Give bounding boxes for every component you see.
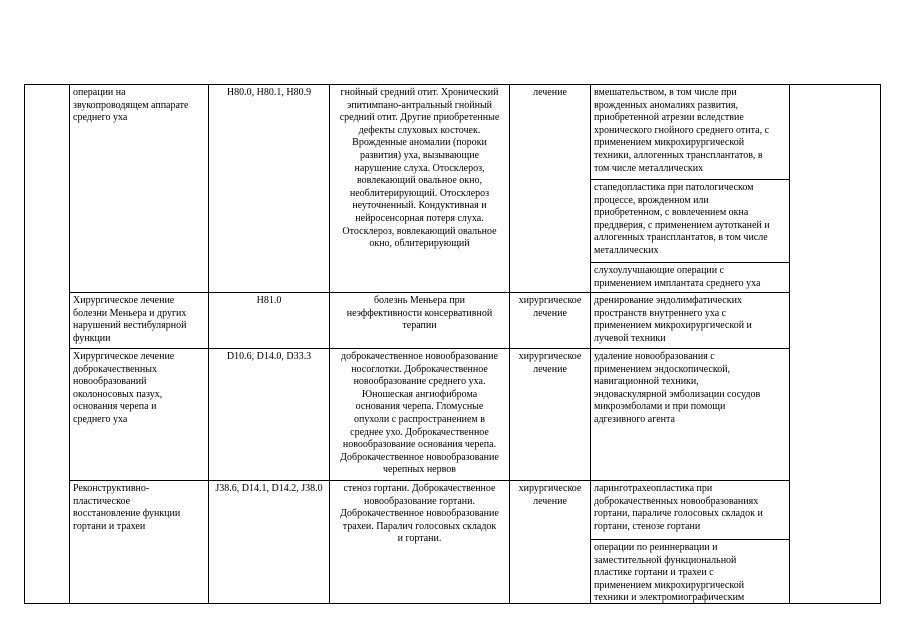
profile-name-cell: Хирургическое лечение доброкачественных новообразований околоносовых пазух, основания черепа и среднего уха (73, 351, 175, 425)
column-divider (509, 84, 510, 603)
icd-codes-cell: D10.6, D14.0, D33.3 (226, 351, 312, 362)
diagnosis-cell: болезнь Меньера при неэффективности консервативной терапии (346, 295, 493, 332)
row-divider (69, 348, 790, 349)
method-cell: ларинготрахеопластика при доброкачественных новообразованиях гортани, параличе голосовых складок и гортани, стенозе гортани (594, 483, 763, 532)
profile-name-cell: Хирургическое лечение болезни Меньера и других нарушений вестибулярной функции (73, 295, 187, 344)
column-divider (208, 84, 209, 603)
column-divider (590, 84, 591, 603)
method-divider (590, 262, 790, 263)
table-border-right (880, 84, 881, 603)
treatment-type-cell: хирургическое лечение (518, 295, 582, 319)
profile-name-cell: Реконструктивно- пластическое восстановление функции гортани и трахеи (73, 483, 181, 532)
diagnosis-cell: доброкачественное новообразование носоглотки. Доброкачественное новообразование среднего уха. Юношеская ангиофиброма основания черепа. Гломусные опухоли с распространением в среднее ухо. Доброкачественное новообразование основания черепа. Доброкачественное новообразование черепных нервов (340, 351, 499, 476)
method-cell: дренирование эндолимфатических пространств внутреннего уха с применением микрохирургической и лучевой техники (594, 295, 752, 344)
profile-name-cell: операции на звукопроводящем аппарате среднего уха (73, 87, 189, 124)
diagnosis-cell: гнойный средний отит. Хронический эпитимпано-антральный гнойный средний отит. Другие приобретенные дефекты слуховых косточек. Врожденные аномалии (пороки развития) уха, вызывающие нарушение слуха. Отосклероз, вовлекающий овальное окно, необлитерирующий. Отосклероз неуточненный. Кондуктивная и нейросенсорная потеря слуха. Отосклероз, вовлекающий овальное окно, облитерирующий (339, 87, 500, 250)
treatment-type-cell: хирургическое лечение (518, 483, 582, 507)
icd-codes-cell: H80.0, H80.1, H80.9 (226, 87, 312, 98)
table-border-bottom (24, 603, 881, 604)
row-divider (69, 292, 790, 293)
treatment-type-cell: хирургическое лечение (518, 351, 582, 375)
diagnosis-cell: стеноз гортани. Доброкачественное новообразование гортани. Доброкачественное новообразование трахеи. Паралич голосовых складок и гортани. (340, 483, 499, 545)
treatment-type-cell: лечение (533, 87, 567, 98)
method-cell: вмешательством, в том числе при врожденных аномалиях развития, приобретенной атрезии вследствие хронического гнойного среднего отита, с применением микрохирургической техники, аллогенных трансплантатов, в том числе металлических (594, 87, 770, 174)
method-cell: операции по реиннервации и заместительной функциональной пластике гортани и трахеи с применением микрохирургической техники и электромиографическим (594, 542, 745, 603)
method-cell: стапедопластика при патологическом процессе, врожденном или приобретенном, с вовлечением окна преддверия, с применением аутотканей и аллогенных трансплантатов, в том числе металлических (594, 182, 770, 256)
method-divider (590, 539, 790, 540)
column-divider (69, 84, 70, 603)
table-border-top (24, 84, 881, 85)
table-border-left (24, 84, 25, 603)
method-divider (590, 179, 790, 180)
column-divider (329, 84, 330, 603)
row-divider (69, 480, 790, 481)
icd-codes-cell: J38.6, D14.1, D14.2, J38.0 (215, 483, 323, 494)
method-cell: слухоулучшающие операции с применением имплантата среднего уха (594, 265, 761, 289)
method-cell: удаление новообразования с применением эндоскопической, навигационной техники, эндоваскулярной эмболизации сосудов микроэмболами и при помощи адгезивного агента (594, 351, 761, 425)
icd-codes-cell: H81.0 (256, 295, 282, 306)
column-divider (789, 84, 790, 603)
